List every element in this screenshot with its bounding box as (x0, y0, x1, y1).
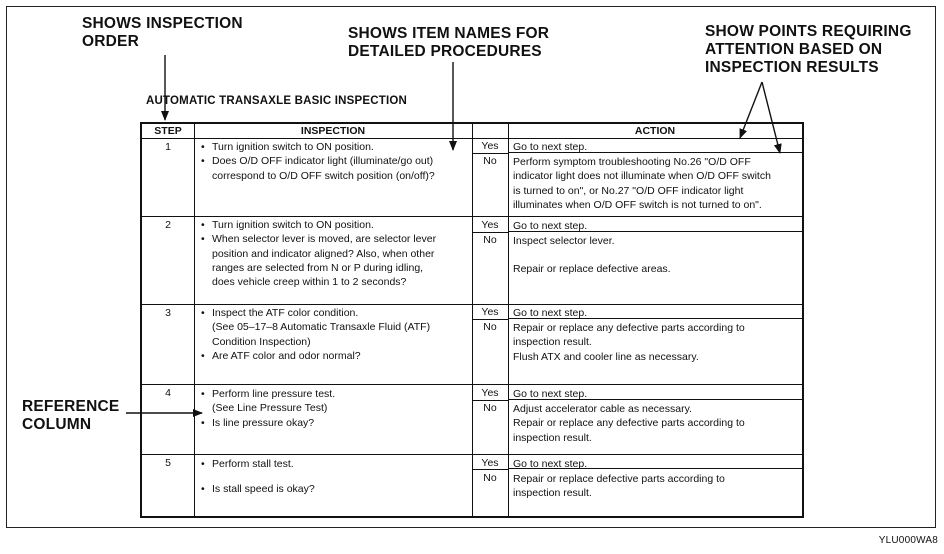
inspection-cell (200, 387, 470, 430)
callout-line: SHOW POINTS REQUIRING (705, 23, 912, 40)
answer-yes: Yes (481, 457, 499, 469)
answer-yes: Yes (481, 140, 499, 152)
inspection-line: • Perform line pressure test. (200, 387, 470, 401)
callout-inspection-order (82, 15, 243, 51)
step-number: 1 (165, 141, 171, 153)
figure-id: YLU000WA8 (878, 535, 938, 546)
inspection-line: • When selector lever is moved, are selector lever (200, 232, 470, 246)
action-line: Repair or replace defective areas. (513, 263, 671, 276)
yes-action: Go to next step. (513, 458, 588, 470)
answer-no: No (483, 402, 497, 414)
yes-no-divider (472, 232, 508, 233)
callout-item-names (348, 25, 549, 61)
yes-no-divider (472, 319, 508, 320)
row-divider (142, 384, 802, 385)
inspection-line: position and indicator aligned? Also, when other (212, 247, 435, 260)
action-line: inspection result. (513, 487, 592, 500)
inspection-cell (200, 457, 470, 497)
answer-yes: Yes (481, 387, 499, 399)
inspection-line: • Are ATF color and odor normal? (200, 349, 470, 363)
header-action: ACTION (634, 125, 676, 137)
action-line: illuminates when O/D OFF switch is not turned to on". (513, 198, 762, 211)
no-action (513, 155, 799, 212)
action-line: inspection result. (513, 431, 592, 444)
inspection-line: • Is line pressure okay? (200, 416, 470, 430)
action-line: is turned to on", or No.27 "O/D OFF indicator light (513, 184, 744, 197)
row-divider (142, 216, 802, 217)
yes-no-divider (472, 400, 508, 401)
inspection-table (140, 122, 804, 518)
yes-action: Go to next step. (513, 307, 588, 319)
answer-no: No (483, 155, 497, 167)
inspection-cell (200, 306, 470, 363)
row-divider (142, 454, 802, 455)
yes-no-divider (472, 153, 508, 154)
no-action (513, 472, 799, 501)
no-action (513, 234, 799, 277)
step-number: 2 (165, 219, 171, 231)
action-line: indicator light does not illuminate when O/D OFF switch (513, 170, 771, 183)
no-action (513, 321, 799, 364)
inspection-line: • Inspect the ATF color condition. (200, 306, 470, 320)
callout-reference-column (22, 398, 119, 434)
step-number: 3 (165, 307, 171, 319)
action-line: Repair or replace any defective parts according to (513, 322, 745, 334)
yes-no-divider (472, 469, 508, 470)
action-line: Perform symptom troubleshooting No.26 "O/D OFF (513, 156, 751, 168)
inspection-line: • Turn ignition switch to ON position. (200, 218, 470, 232)
column-divider (194, 124, 195, 516)
yes-action: Go to next step. (513, 220, 588, 232)
callout-attention-points (705, 23, 912, 77)
callout-line: DETAILED PROCEDURES (348, 43, 542, 60)
inspection-line: • Perform stall test. (200, 457, 470, 471)
inspection-line: (See Line Pressure Test) (212, 402, 328, 415)
answer-yes: Yes (481, 219, 499, 231)
header-step: STEP (154, 125, 182, 137)
row-divider (142, 304, 802, 305)
inspection-line: • Turn ignition switch to ON position. (200, 140, 470, 154)
inspection-line: • Does O/D OFF indicator light (illuminate/go out) (200, 154, 470, 168)
step-number: 5 (165, 457, 171, 469)
action-line: Repair or replace any defective parts according to (513, 417, 745, 430)
answer-no: No (483, 234, 497, 246)
header-inspection: INSPECTION (300, 125, 366, 137)
inspection-line (200, 471, 470, 482)
inspection-cell (200, 218, 470, 289)
column-divider (508, 124, 509, 516)
action-line: Repair or replace defective parts according to (513, 473, 725, 485)
inspection-line: Condition Inspection) (212, 335, 311, 348)
callout-line: SHOWS ITEM NAMES FOR (348, 25, 550, 42)
callout-line: SHOWS INSPECTION (82, 15, 243, 32)
callout-line: INSPECTION RESULTS (705, 59, 879, 76)
action-line (513, 248, 799, 262)
answer-no: No (483, 321, 497, 333)
answer-yes: Yes (481, 306, 499, 318)
inspection-line: (See 05–17–8 Automatic Transaxle Fluid (ATF) (212, 321, 431, 334)
action-line: inspection result. (513, 336, 592, 349)
inspection-line: correspond to O/D OFF switch position (on/off)? (212, 169, 435, 182)
inspection-line: does vehicle creep within 1 to 2 seconds? (212, 276, 407, 289)
inspection-line: ranges are selected from N or P during idling, (212, 261, 424, 274)
callout-line: COLUMN (22, 416, 92, 433)
no-action (513, 402, 799, 445)
header-divider (142, 138, 802, 139)
inspection-line: • Is stall speed is okay? (200, 482, 470, 496)
step-number: 4 (165, 387, 171, 399)
callout-line: ATTENTION BASED ON (705, 41, 883, 58)
callout-line: ORDER (82, 33, 139, 50)
answer-no: No (483, 472, 497, 484)
action-line: Flush ATX and cooler line as necessary. (513, 350, 699, 363)
yes-action: Go to next step. (513, 388, 588, 400)
table-title: AUTOMATIC TRANSAXLE BASIC INSPECTION (146, 95, 408, 107)
inspection-cell (200, 140, 470, 183)
action-line: Adjust accelerator cable as necessary. (513, 403, 692, 415)
action-line: Inspect selector lever. (513, 235, 615, 247)
callout-line: REFERENCE (22, 398, 120, 415)
yes-action: Go to next step. (513, 141, 588, 153)
